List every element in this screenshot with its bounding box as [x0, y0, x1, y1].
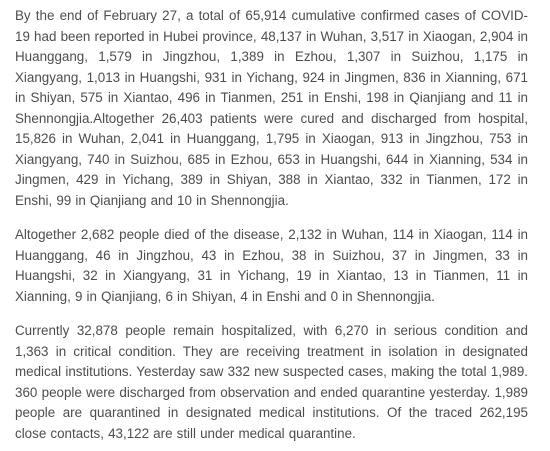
paragraph-confirmed-and-cured: By the end of February 27, a total of 65,914 cumulative confirmed cases of COVID-19 had been reported in Hubei province, 48,137 in Wuhan, 3,517 in Xiaogan, 2,904 in Huanggang, 1,579 in Jingzhou, 1,389 in Ezhou, 1,307 in Suizhou, 1,175 in Xiangyang, 1,013 in Huangshi, 931 in Yichang, 924 in Jingmen, 836 in Xianning, 671 in Shiyan, 575 in Xiantao, 496 in Tianmen, 251 in Enshi, 198 in Qianjiang and 11 in Shennongjia.Altogether 26,403 patients were cured and discharged from hospital, 15,826 in Wuhan, 2,041 in Huanggang, 1,795 in Xiaogan, 913 in Jingzhou, 753 in Xiangyang, 740 in Suizhou, 685 in Ezhou, 653 in Huangshi, 644 in Xianning, 534 in Jingmen, 429 in Yichang, 389 in Shiyan, 388 in Xiantao, 332 in Tianmen, 172 in Enshi, 99 in Qianjiang and 10 in Shennongjia. [15, 8, 528, 208]
paragraph-deaths: Altogether 2,682 people died of the disease, 2,132 in Wuhan, 114 in Xiaogan, 114 in Huanggang, 46 in Jingzhou, 43 in Ezhou, 38 in Suizhou, 37 in Jingmen, 33 in Huangshi, 32 in Xiangyang, 31 in Yichang, 19 in Xiantao, 13 in Tianmen, 11 in Xianning, 9 in Qianjiang, 6 in Shiyan, 4 in Enshi and 0 in Shennongjia. [15, 227, 528, 304]
paragraph-hospitalized-and-quarantine: Currently 32,878 people remain hospitalized, with 6,270 in serious condition and 1,363 in critical condition. They are receiving treatment in isolation in designated medical institutions. Yesterday saw 332 new suspected cases, making the total 1,989. 360 people were discharged from observation and ended quarantine yesterday. 1,989 people are quarantined in designated medical institutions. Of the traced 262,195 close contacts, 43,122 are still under medical quarantine. [15, 323, 528, 441]
